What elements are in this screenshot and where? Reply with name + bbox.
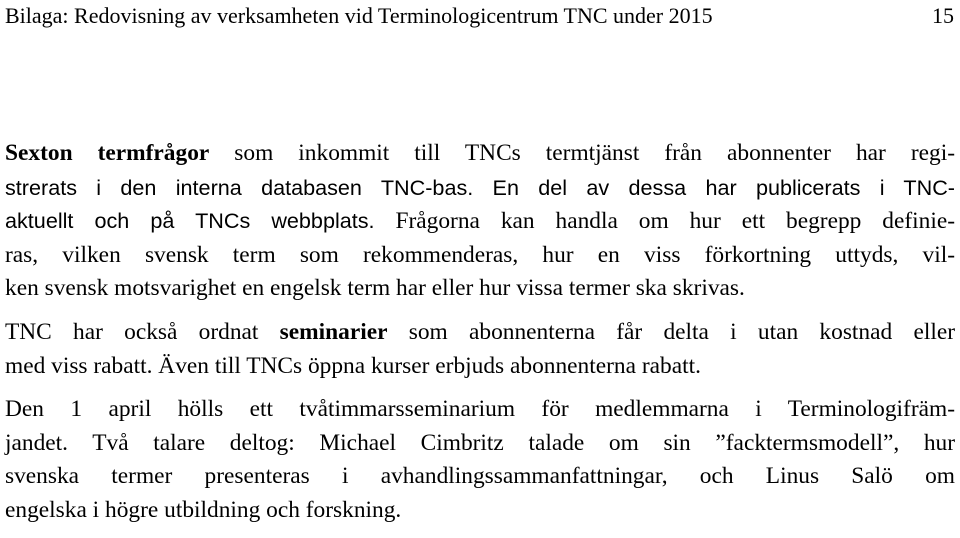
text-span: TNC har också ordnat [5,318,280,345]
text-line [5,316,955,350]
bold-seminars: seminarier [279,318,388,345]
page-number: 15 [932,3,954,28]
text-line: Den 1 april hölls ett tvåtimmarsseminarium för medlemmarna i Terminologifräm- [5,396,955,423]
paragraph-term-questions [5,137,955,306]
text-line: strerats i den interna databasen TNC-bas. En del av dessa har publicerats i TNC- [5,174,955,200]
header-title: Bilaga: Redovisning av verksamheten vid Terminologicentrum TNC under 2015 [5,3,713,28]
text-line: med viss rabatt. Även till TNCs öppna kurser erbjuds abonnenterna rabatt. [5,352,701,379]
paragraph-april-seminar [5,393,955,527]
text-line: jandet. Två talare deltog: Michael Cimbritz talade om sin ”facktermsmodell”, hur [5,429,955,456]
bold-term-questions: Sexton termfrågor [5,140,210,166]
text-line: svenska termer presenteras i avhandlingssammanfattningar, och Linus Salö om [5,463,955,490]
text-line: engelska i högre utbildning och forskning. [5,496,402,523]
text-span: som inkommit till TNCs termtjänst från abonnenter har regi- [209,140,955,166]
text-span: aktuellt och på TNCs webbplats. [5,208,375,234]
text-line: ras, vilken svensk term som rekommenderas, hur en viss förkortning uttyds, vil- [5,241,955,268]
text-line [5,137,955,171]
text-span: Frågorna kan handla om hur ett begrepp definie- [374,208,955,235]
text-span: som abonnenterna får delta i utan kostnad eller [387,318,955,345]
text-line: ken svensk motsvarighet en engelsk term har eller hur vissa termer ska skrivas. [5,275,745,302]
paragraph-seminars [5,316,955,383]
text-line [5,204,955,239]
body-text [5,137,955,538]
page-header [5,2,954,30]
